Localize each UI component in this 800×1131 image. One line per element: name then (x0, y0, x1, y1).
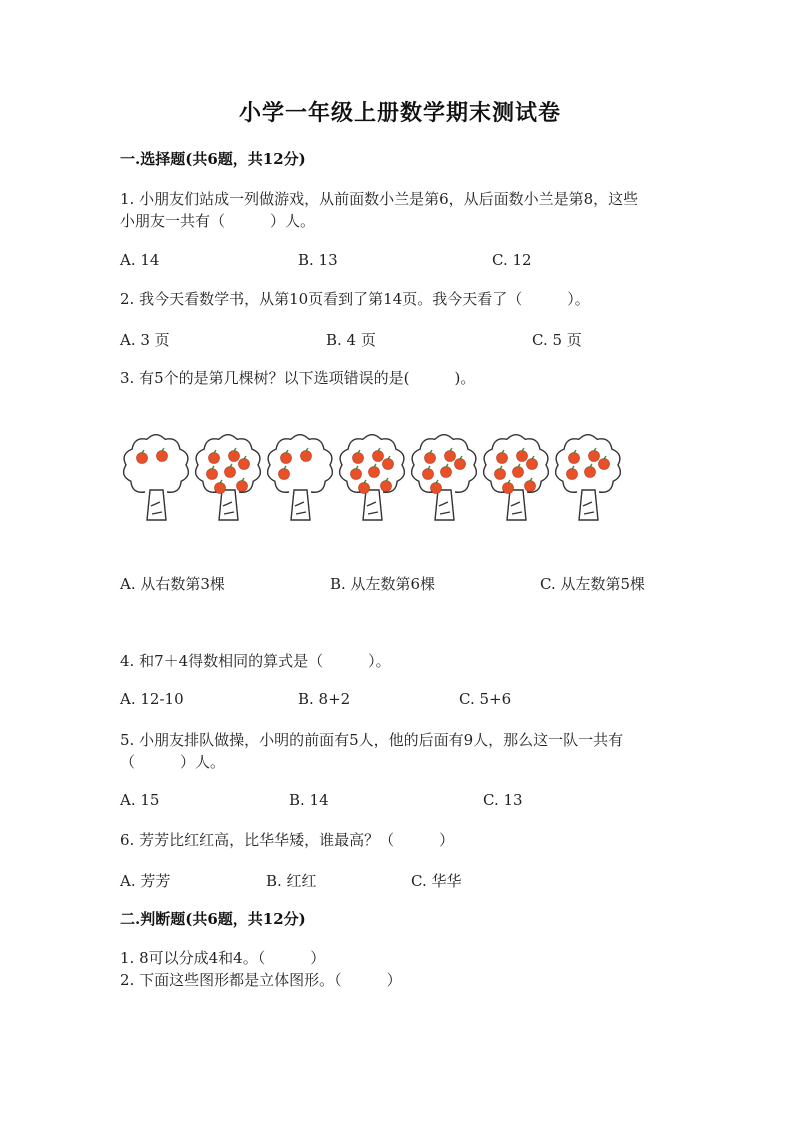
apple (445, 451, 456, 462)
q1-option-a: A. 14 (120, 251, 160, 269)
q4-option-c: C. 5+6 (459, 690, 512, 708)
question-3-line-1: 3. 有5个的是第几棵树？以下选项错误的是( )。 (120, 369, 476, 387)
q2-option-a: A. 3 页 (120, 331, 170, 349)
apple (513, 467, 524, 478)
q1-option-c: C. 12 (492, 251, 532, 269)
apple (503, 483, 514, 494)
q3-option-b: B. 从左数第6棵 (330, 575, 436, 593)
apple (369, 467, 380, 478)
judge-question-2: 2. 下面这些图形都是立体图形。（ ） (120, 971, 402, 989)
tree-canopy (484, 435, 549, 493)
question-5-line-2: （ ）人。 (120, 753, 226, 771)
tree-trunk (291, 490, 310, 520)
apple (137, 453, 148, 464)
apple (599, 459, 610, 470)
q3-option-c: C. 从左数第5棵 (540, 575, 646, 593)
apple (239, 459, 250, 470)
apple (353, 453, 364, 464)
apple-tree (556, 435, 621, 520)
apple (567, 469, 578, 480)
apple-tree (196, 435, 261, 520)
apple (517, 451, 528, 462)
question-1-line-1: 1. 小朋友们站成一列做游戏，从前面数小兰是第6，从后面数小兰是第8，这些 (120, 190, 639, 208)
q6-option-b: B. 红红 (266, 872, 317, 890)
section-heading-judge: 二.判断题(共6题，共12分) (120, 910, 306, 928)
tree-trunk (219, 490, 238, 520)
section-heading-choice: 一.选择题(共6题，共12分) (120, 150, 306, 168)
apple (207, 469, 218, 480)
tree-canopy (340, 435, 405, 493)
tree-canopy (412, 435, 477, 493)
apple (525, 481, 536, 492)
q4-option-b: B. 8+2 (298, 690, 351, 708)
q2-option-c: C. 5 页 (532, 331, 582, 349)
apple (237, 481, 248, 492)
apple (281, 453, 292, 464)
q1-option-b: B. 13 (298, 251, 338, 269)
tree-trunk (363, 490, 382, 520)
question-5-line-1: 5. 小朋友排队做操，小明的前面有5人，他的后面有9人，那么这一队一共有 (120, 731, 624, 749)
tree-trunk (507, 490, 526, 520)
apple-trees-svg (118, 428, 638, 528)
apple (229, 451, 240, 462)
apple (527, 459, 538, 470)
apple-tree (124, 435, 189, 520)
apple-tree (340, 435, 405, 520)
question-1-line-2: 小朋友一共有（ ）人。 (120, 212, 316, 230)
apple (301, 451, 312, 462)
tree-trunk (579, 490, 598, 520)
apple (425, 453, 436, 464)
tree-canopy (124, 435, 189, 493)
apple (569, 453, 580, 464)
apple (225, 467, 236, 478)
q6-option-c: C. 华华 (411, 872, 462, 890)
tree-canopy (196, 435, 261, 493)
apple (423, 469, 434, 480)
apple-tree (484, 435, 549, 520)
apple (279, 469, 290, 480)
question-6-line-1: 6. 芳芳比红红高，比华华矮，谁最高？（ ） (120, 831, 455, 849)
apple (441, 467, 452, 478)
apple-trees-figure (118, 428, 638, 528)
q3-option-a: A. 从右数第3棵 (120, 575, 225, 593)
apple (497, 453, 508, 464)
tree-trunk (435, 490, 454, 520)
apple (359, 483, 370, 494)
apple (589, 451, 600, 462)
tree-canopy (556, 435, 621, 493)
q5-option-c: C. 13 (483, 791, 523, 809)
question-4-line-1: 4. 和7＋4得数相同的算式是（ ）。 (120, 652, 391, 670)
question-2-line-1: 2. 我今天看数学书，从第10页看到了第14页。我今天看了（ ）。 (120, 290, 590, 308)
q2-option-b: B. 4 页 (326, 331, 376, 349)
apple (383, 459, 394, 470)
judge-question-1: 1. 8可以分成4和4。（ ） (120, 949, 326, 967)
apple-tree (268, 435, 333, 520)
apple (431, 483, 442, 494)
apple (381, 481, 392, 492)
apple (215, 483, 226, 494)
apple (351, 469, 362, 480)
q5-option-b: B. 14 (289, 791, 329, 809)
apple (209, 453, 220, 464)
apple (585, 467, 596, 478)
q4-option-a: A. 12-10 (120, 690, 184, 708)
tree-trunk (147, 490, 166, 520)
apple (373, 451, 384, 462)
apple (157, 451, 168, 462)
page-title: 小学一年级上册数学期末测试卷 (238, 100, 561, 126)
tree-canopy (268, 435, 333, 493)
apple-tree (412, 435, 477, 520)
q6-option-a: A. 芳芳 (120, 872, 171, 890)
q5-option-a: A. 15 (120, 791, 160, 809)
apple (495, 469, 506, 480)
apple (455, 459, 466, 470)
